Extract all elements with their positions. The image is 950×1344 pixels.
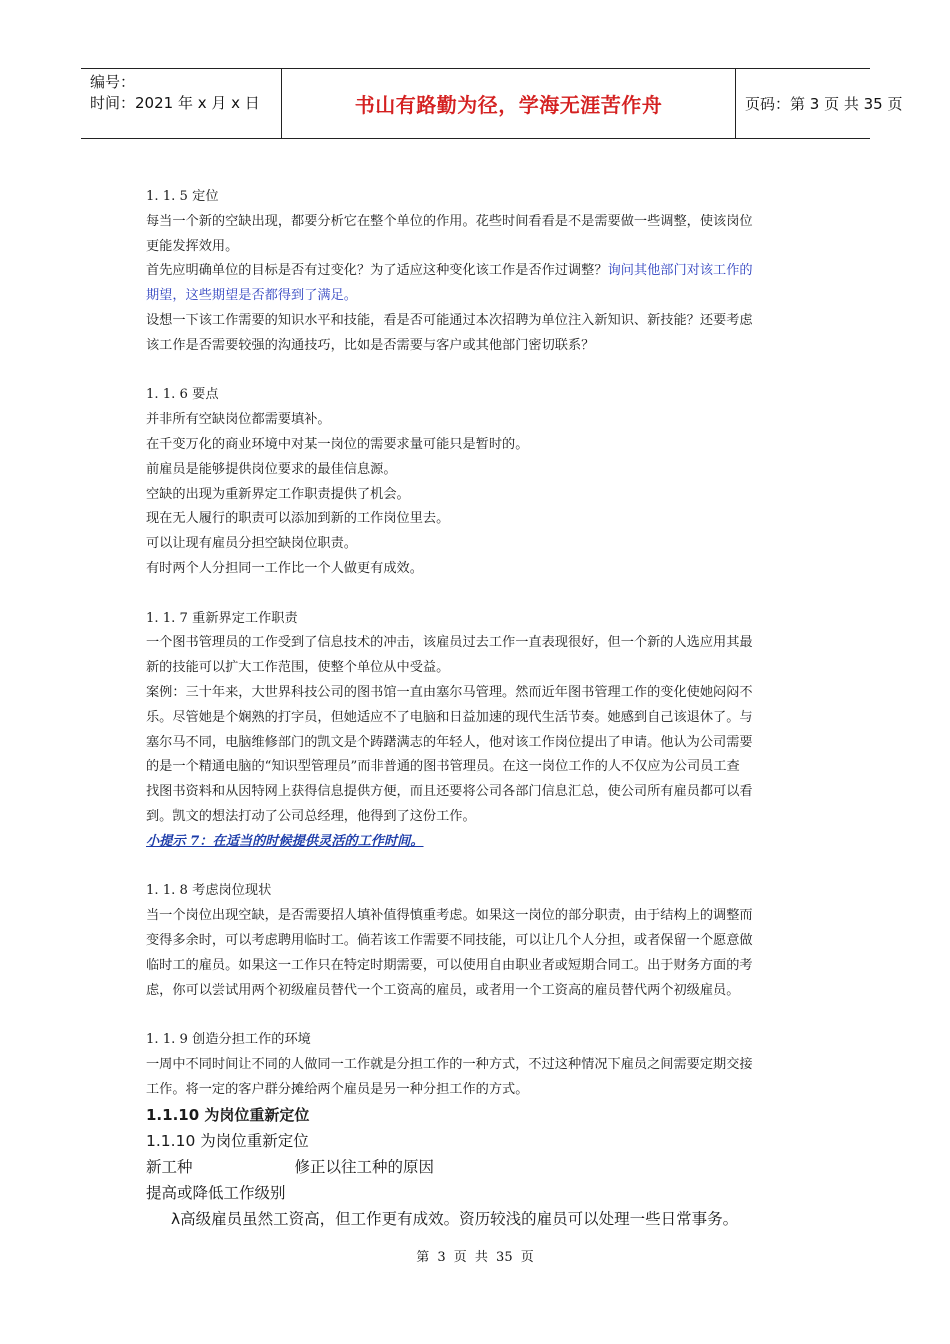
key-point-item: 空缺的出现为重新界定工作职责提供了机会。 [146,486,410,502]
header-page-code: 页码：第 3 页 共 35 页 [745,95,903,113]
document-body [146,185,810,1232]
paragraph-line: 一个图书管理员的工作受到了信息技术的冲击，该雇员过去工作一直表现很好，但一个新的人选应用其最 [146,635,753,651]
bullet-item: λ高级雇员虽然工资高，但工作更有成效。资历较浅的雇员可以处理一些日常事务。 [171,1210,739,1229]
paragraph-line: 工作。将一定的客户群分摊给两个雇员是另一种分担工作的方式。 [146,1081,529,1097]
paragraph-line: 乐。尽管她是个娴熟的打字员，但她适应不了电脑和日益加速的现代生活节奏。她感到自己该退休了。与 [146,709,753,725]
paragraph-text: 首先应明确单位的目标是否有过变化？为了适应这种变化该工作是否作过调整？ [146,263,608,279]
table-row-label: 提高或降低工作级别 [146,1184,286,1203]
key-point-item: 在千变万化的商业环境中对某一岗位的需要求量可能只是暂时的。 [146,436,529,452]
paragraph-line: 找图书资料和从因特网上获得信息提供方便，而且还要将公司各部门信息汇总，使公司所有雇员都可以看 [146,784,753,800]
paragraph-line: 案例：三十年来，大世界科技公司的图书馆一直由塞尔马管理。然而近年图书管理工作的变化使她闷闷不 [146,684,753,700]
header-number-label: 编号： [90,73,136,91]
paragraph-line: 塞尔马不同，电脑维修部门的凯文是个踌躇满志的年轻人，他对该工作岗位提出了申请。他认为公司需要 [146,734,753,750]
key-point-item: 并非所有空缺岗位都需要填补。 [146,412,331,428]
paragraph-line: 该工作是否需要较强的沟通技巧，比如是否需要与客户或其他部门密切联系？ [146,337,595,353]
paragraph-line: 虑，你可以尝试用两个初级雇员替代一个工资高的雇员，或者用一个工资高的雇员替代两个初级雇员。 [146,982,740,998]
section-title-1-1-9: 1. 1. 9 创造分担工作的环境 [146,1032,311,1048]
section-title-1-1-10: 1.1.10 为岗位重新定位 [146,1132,309,1151]
paragraph-line: 更能发挥效用。 [146,238,239,254]
key-point-item: 前雇员是能够提供岗位要求的最佳信息源。 [146,461,397,477]
header-time-label: 时间：2021 年 x 月 x 日 [90,94,260,112]
highlighted-text: 询问其他部门对该工作的 [607,263,753,279]
section-title-1-1-10-bold: 1.1.10 为岗位重新定位 [146,1106,310,1125]
paragraph-line: 的是一个精通电脑的“知识型管理员”而非普通的图书管理员。在这一岗位工作的人不仅应为公司员工查 [146,759,740,775]
paragraph-line: 每当一个新的空缺出现，都要分析它在整个单位的作用。花些时间看看是不是需要做一些调整，使该岗位 [146,213,753,229]
page-header [81,68,903,139]
header-motto: 书山有路勤为径，学海无涯苦作舟 [354,93,663,117]
header-motto-cell [282,69,736,138]
header-meta [81,69,282,138]
paragraph-line: 一周中不同时间让不同的人做同一工作就是分担工作的一种方式，不过这种情况下雇员之间需要定期交接 [146,1056,753,1072]
column-reason: 修正以往工种的原因 [294,1158,435,1177]
section-title-1-1-8: 1. 1. 8 考虑岗位现状 [146,883,272,899]
table-header-row [146,1154,810,1180]
key-point-item: 现在无人履行的职责可以添加到新的工作岗位里去。 [146,511,450,527]
paragraph-line: 新的技能可以扩大工作范围，使整个单位从中受益。 [146,660,450,676]
highlighted-text: 期望，这些期望是否都得到了满足。 [146,288,357,304]
tip-link[interactable]: 小提示 7：在适当的时候提供灵活的工作时间。 [146,833,424,849]
paragraph-line [146,259,810,284]
column-new-job: 新工种 [146,1158,193,1177]
section-title-1-1-7: 1. 1. 7 重新界定工作职责 [146,610,298,626]
section-title-1-1-5: 1. 1. 5 定位 [146,189,219,204]
section-title-1-1-6: 1. 1. 6 要点 [146,387,219,403]
paragraph-line: 变得多余时，可以考虑聘用临时工。倘若该工作需要不同技能，可以让几个人分担，或者保留一个愿意做 [146,932,753,948]
paragraph-line: 到。凯文的想法打动了公司总经理，他得到了这份工作。 [146,808,476,824]
key-point-item: 可以让现有雇员分担空缺岗位职责。 [146,536,357,552]
paragraph-line: 设想一下该工作需要的知识水平和技能，看是否可能通过本次招聘为单位注入新知识、新技能？还要考虑 [146,312,753,328]
page-footer: 第 3 页 共 35 页 [416,1250,534,1265]
paragraph-line: 临时工的雇员。如果这一工作只在特定时期需要，可以使用自由职业者或短期合同工。出于财务方面的考 [146,957,753,973]
key-point-item: 有时两个人分担同一工作比一个人做更有成效。 [146,560,423,576]
paragraph-line: 当一个岗位出现空缺，是否需要招人填补值得慎重考虑。如果这一岗位的部分职责，由于结构上的调整而 [146,908,753,924]
